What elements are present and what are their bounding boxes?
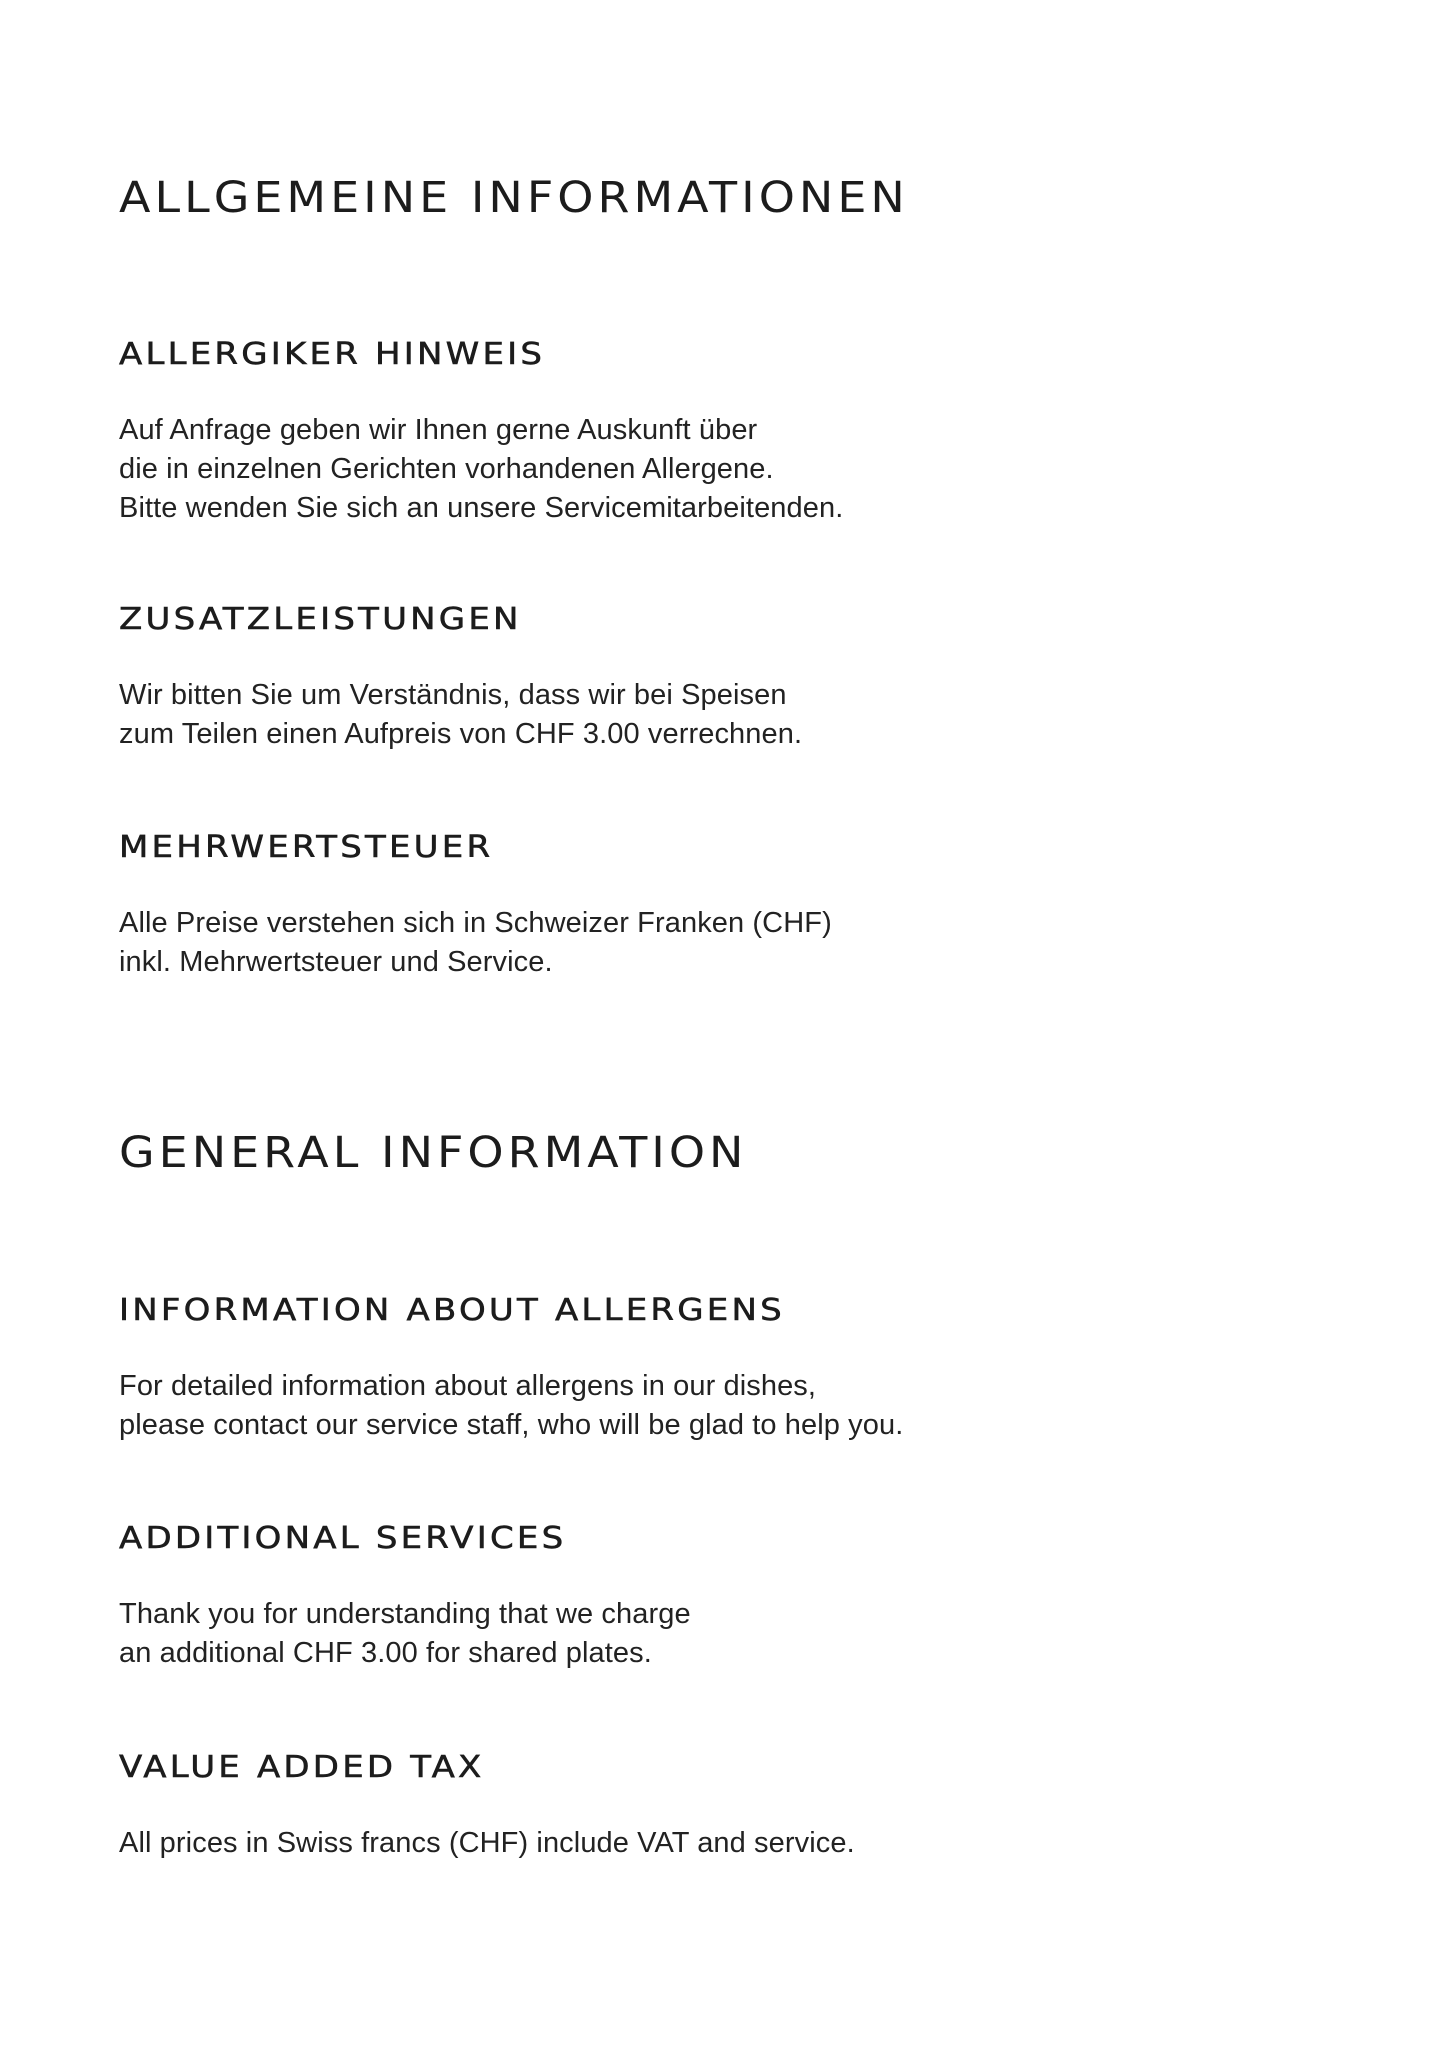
text-line: Auf Anfrage geben wir Ihnen gerne Auskunft über [119, 414, 758, 446]
text-line: All prices in Swiss francs (CHF) include VAT and service. [119, 1827, 855, 1859]
additional-services-heading-en: ADDITIONAL SERVICES [119, 1520, 567, 1557]
text-line: Bitte wenden Sie sich an unsere Servicemitarbeitenden. [119, 492, 844, 524]
allergy-notice-text [119, 411, 843, 528]
allergy-notice-heading: ALLERGIKER HINWEIS [119, 336, 546, 373]
vat-text-de [119, 904, 832, 982]
vat-heading-en: VALUE ADDED TAX [119, 1749, 485, 1786]
text-line: please contact our service staff, who will be glad to help you. [119, 1409, 904, 1441]
vat-heading-de: MEHRWERTSTEUER [119, 829, 494, 866]
text-line: Wir bitten Sie um Verständnis, dass wir bei Speisen [119, 679, 787, 711]
text-line: die in einzelnen Gerichten vorhandenen Allergene. [119, 453, 774, 485]
text-line: For detailed information about allergens in our dishes, [119, 1370, 817, 1402]
text-line: Alle Preise verstehen sich in Schweizer Franken (CHF) [119, 907, 832, 939]
english-main-title: GENERAL INFORMATION [119, 1127, 748, 1177]
allergens-heading-en: INFORMATION ABOUT ALLERGENS [119, 1292, 785, 1329]
text-line: zum Teilen einen Aufpreis von CHF 3.00 verrechnen. [119, 718, 803, 750]
text-line: an additional CHF 3.00 for shared plates. [119, 1637, 652, 1669]
text-line: Thank you for understanding that we charge [119, 1598, 691, 1630]
text-line: inkl. Mehrwertsteuer und Service. [119, 946, 553, 978]
additional-services-text-de [119, 676, 802, 754]
additional-services-heading-de: ZUSATZLEISTUNGEN [119, 601, 522, 638]
allergens-text-en [119, 1367, 903, 1445]
vat-text-en [119, 1824, 855, 1863]
german-main-title: ALLGEMEINE INFORMATIONEN [119, 172, 909, 222]
additional-services-text-en [119, 1595, 691, 1673]
